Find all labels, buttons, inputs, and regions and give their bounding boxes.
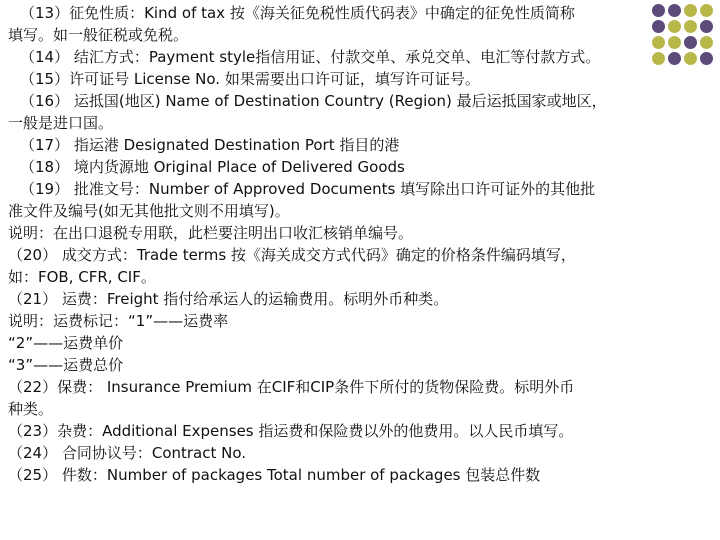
text-line: “3”——运费总价 — [8, 356, 124, 374]
text-line: 种类。 — [8, 400, 54, 418]
text-line: （15）许可证号 License No. 如果需要出口许可证，填写许可证号。 — [20, 70, 480, 88]
text-line: （18） 境内货源地 Original Place of Delivered Goods — [20, 158, 405, 176]
text-line: 说明：在出口退税专用联，此栏要注明出口收汇核销单编号。 — [8, 224, 414, 242]
text-line: （20） 成交方式：Trade terms 按《海关成交方式代码》确定的价格条件编码填写， — [8, 246, 576, 264]
text-line: （21） 运费：Freight 指付给承运人的运输费用。标明外币种类。 — [8, 290, 449, 308]
text-line: （19） 批准文号：Number of Approved Documents 填写除出口许可证外的其他批 — [20, 180, 596, 198]
text-line: （23）杂费：Additional Expenses 指运费和保险费以外的他费用。以人民币填写。 — [8, 422, 574, 440]
text-line: （13）征免性质：Kind of tax 按《海关征免税性质代码表》中确定的征免性质简称 — [20, 4, 575, 22]
text-line: （14） 结汇方式：Payment style指信用证、付款交单、承兑交单、电汇等付款方式。 — [20, 48, 601, 66]
text-line: 一般是进口国。 — [8, 114, 114, 132]
text-line: （24） 合同协议号：Contract No. — [8, 444, 247, 462]
text-line: （22）保费： Insurance Premium 在CIF和CIP条件下所付的货物保险费。标明外币 — [8, 378, 575, 396]
text-line: 准文件及编号(如无其他批文则不用填写)。 — [8, 202, 290, 220]
text-line: “2”——运费单价 — [8, 334, 124, 352]
text-line: 如：FOB, CFR, CIF。 — [8, 268, 156, 286]
text-line: （16） 运抵国(地区) Name of Destination Country (Region) 最后运抵国家或地区， — [20, 92, 607, 110]
text-line: （17） 指运港 Designated Destination Port 指目的港 — [20, 136, 400, 154]
text-line: 填写。如一般征税或免税。 — [8, 26, 189, 44]
text-line: （25） 件数：Number of packages Total number of packages 包装总件数 — [8, 466, 541, 484]
text-line: 说明：运费标记：“1”——运费率 — [8, 312, 229, 330]
